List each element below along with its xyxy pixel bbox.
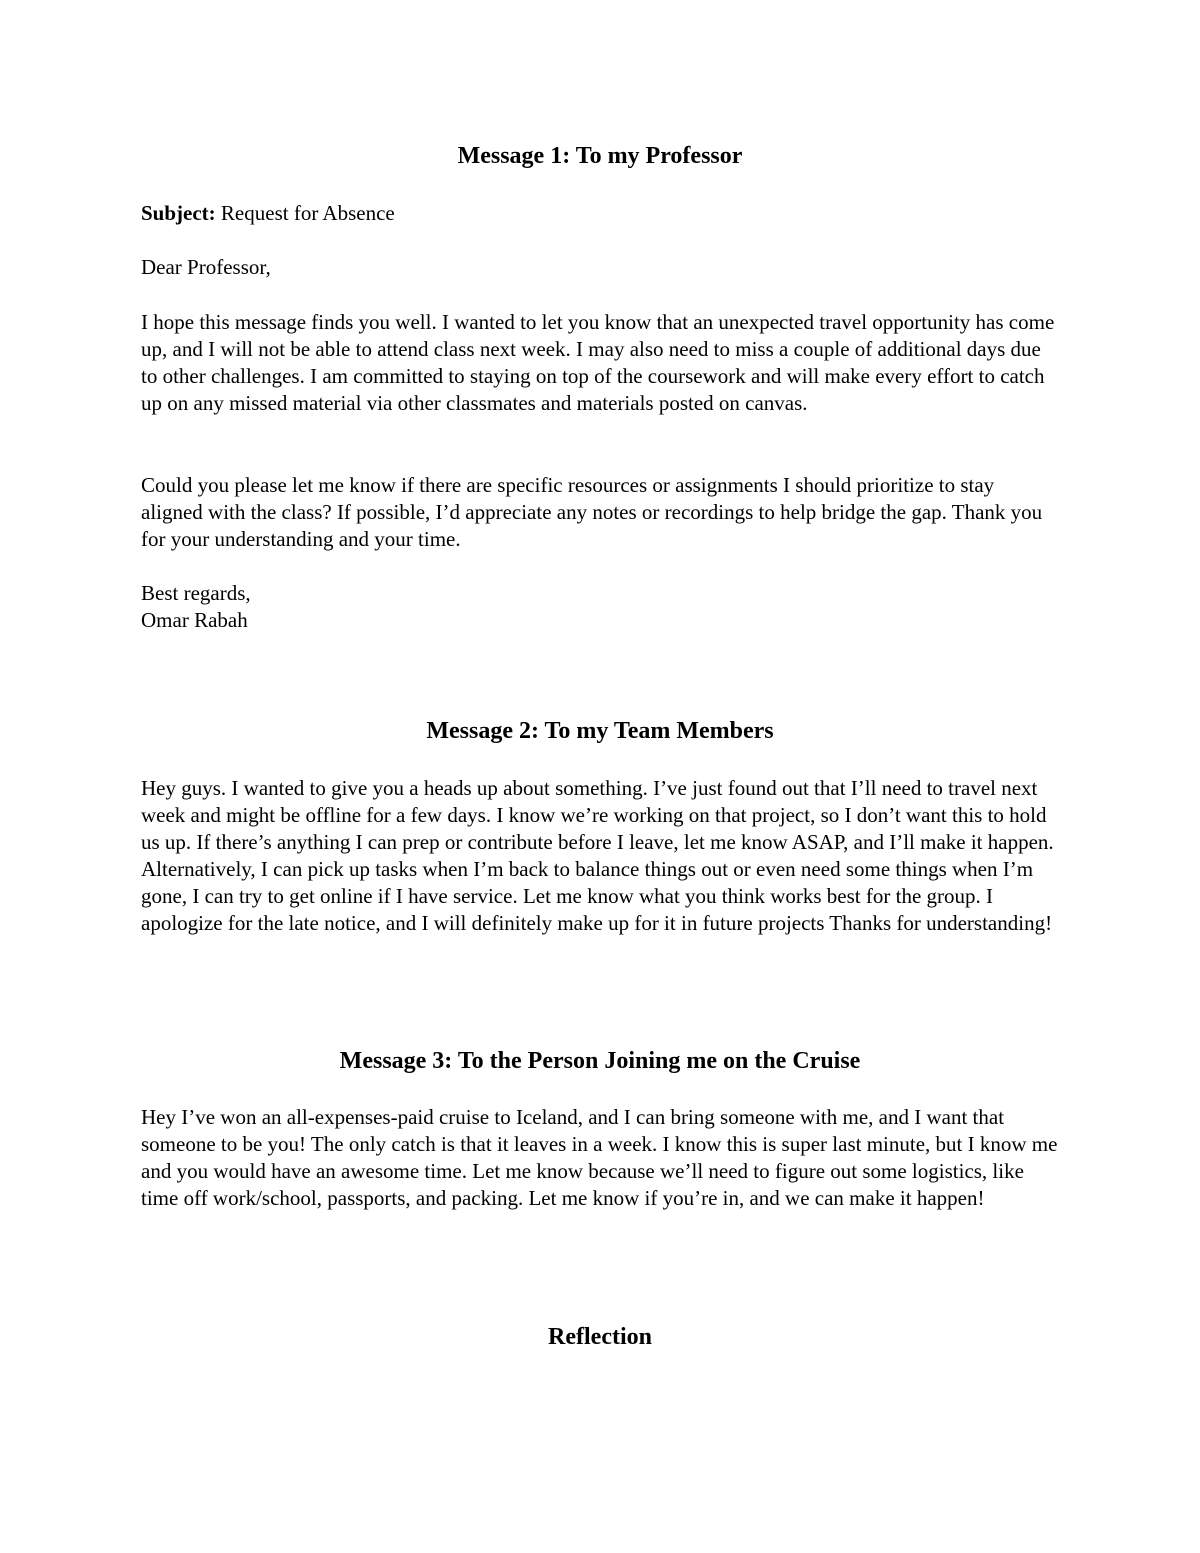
message-3-paragraph: Hey I’ve won an all-expenses-paid cruise to Iceland, and I can bring someone with me, and I want that someone to be you! The only catch is that it leaves in a week. I know this is super last minute, but I know me and you would have an awesome time. Let me know because we’ll need to figure out some logistics, like time off work/school, passports, and packing. Let me know if you’re in, and we can make it happen!: [141, 1105, 1058, 1210]
reflection-heading: Reflection: [548, 1324, 652, 1350]
subject-line: [141, 200, 1059, 227]
message-2-heading: Message 2: To my Team Members: [426, 718, 774, 744]
message-3-heading: Message 3: To the Person Joining me on the Cruise: [339, 1048, 861, 1074]
signature: Omar Rabah: [141, 608, 248, 632]
message-1-heading: Message 1: To my Professor: [457, 143, 743, 169]
subject-label: Subject:: [141, 201, 216, 225]
message-1-paragraph-2: Could you please let me know if there are specific resources or assignments I should prioritize to stay aligned with the class? If possible, I’d appreciate any notes or recordings to help bridge the gap. Thank you for your understanding and your time.: [141, 473, 1043, 551]
message-1-paragraph-1: I hope this message finds you well. I wanted to let you know that an unexpected travel opportunity has come up, and I will not be able to attend class next week. I may also need to miss a couple of additional days due to other challenges. I am committed to staying on top of the coursework and will make every effort to catch up on any missed material via other classmates and materials posted on canvas.: [141, 310, 1055, 415]
closing: Best regards,: [141, 581, 251, 605]
salutation: Dear Professor,: [141, 255, 271, 279]
subject-value: Request for Absence: [215, 201, 395, 225]
message-2-paragraph: Hey guys. I wanted to give you a heads up about something. I’ve just found out that I’ll need to travel next week and might be offline for a few days. I know we’re working on that project, so I don’t want this to hold us up. If there’s anything I can prep or contribute before I leave, let me know ASAP, and I’ll make it happen. Alternatively, I can pick up tasks when I’m back to balance things out or even need some things when I’m gone, I can try to get online if I have service. Let me know what you think works best for the group. I apologize for the late notice, and I will definitely make up for it in future projects Thanks for understanding!: [141, 776, 1054, 935]
